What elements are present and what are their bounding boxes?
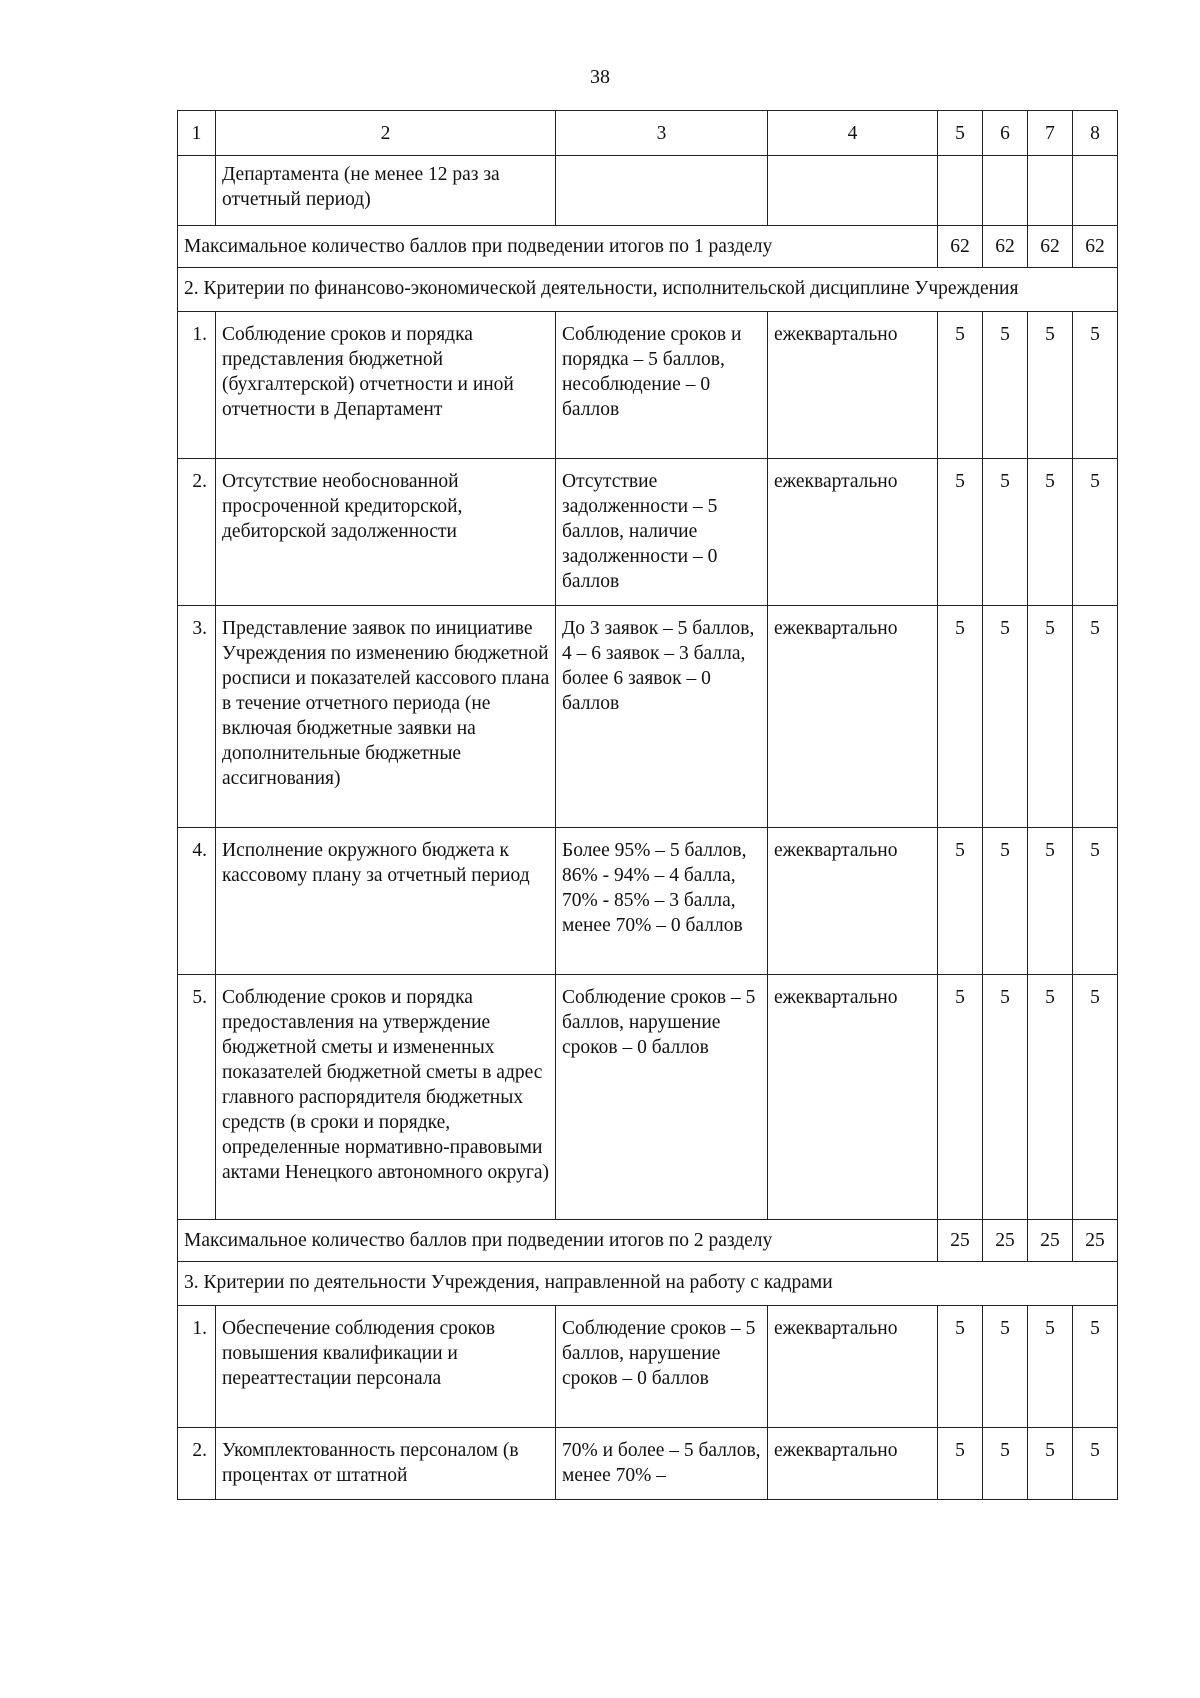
score-cell: 5 bbox=[1028, 1306, 1073, 1428]
row-number: 1. bbox=[178, 312, 216, 459]
score-cell: 5 bbox=[938, 1306, 983, 1428]
period-text: ежеквартально bbox=[768, 1428, 938, 1500]
header-col-7: 7 bbox=[1028, 111, 1073, 156]
criterion-text: Отсутствие необоснованной просроченной кредиторской, дебиторской задолженности bbox=[216, 459, 556, 606]
score-cell: 5 bbox=[1073, 459, 1118, 606]
points-text: Соблюдение сроков и порядка – 5 баллов, несоблюдение – 0 баллов bbox=[556, 312, 768, 459]
section-total-row bbox=[178, 226, 1118, 268]
score-cell: 5 bbox=[1073, 1306, 1118, 1428]
score-cell: 5 bbox=[983, 975, 1028, 1220]
score-cell bbox=[983, 156, 1028, 226]
section-title: 2. Критерии по финансово-экономической деятельности, исполнительской дисциплине Учреждения bbox=[178, 268, 1118, 312]
total-score: 25 bbox=[1073, 1220, 1118, 1262]
criteria-table bbox=[177, 110, 1118, 1500]
score-cell: 5 bbox=[983, 828, 1028, 975]
score-cell: 5 bbox=[983, 606, 1028, 828]
section-title: 3. Критерии по деятельности Учреждения, направленной на работу с кадрами bbox=[178, 1262, 1118, 1306]
header-col-8: 8 bbox=[1073, 111, 1118, 156]
score-cell: 5 bbox=[983, 1306, 1028, 1428]
page-number: 38 bbox=[590, 66, 610, 88]
header-col-5: 5 bbox=[938, 111, 983, 156]
header-col-1: 1 bbox=[178, 111, 216, 156]
table-row bbox=[178, 606, 1118, 828]
points-text bbox=[556, 156, 768, 226]
period-text: ежеквартально bbox=[768, 1306, 938, 1428]
total-score: 25 bbox=[983, 1220, 1028, 1262]
total-score: 25 bbox=[938, 1220, 983, 1262]
score-cell: 5 bbox=[1073, 312, 1118, 459]
period-text bbox=[768, 156, 938, 226]
table-row bbox=[178, 459, 1118, 606]
score-cell: 5 bbox=[1073, 975, 1118, 1220]
criterion-text: Соблюдение сроков и порядка предоставления на утверждение бюджетной сметы и измененных показателей бюджетной сметы в адрес главного распорядителя бюджетных средств (в сроки и порядке, определенные нормативно-правовыми актами Ненецкого автономного округа) bbox=[216, 975, 556, 1220]
criterion-text: Обеспечение соблюдения сроков повышения квалификации и переаттестации персонала bbox=[216, 1306, 556, 1428]
score-cell bbox=[938, 156, 983, 226]
period-text: ежеквартально bbox=[768, 312, 938, 459]
criterion-text: Департамента (не менее 12 раз за отчетный период) bbox=[216, 156, 556, 226]
total-score: 62 bbox=[1028, 226, 1073, 268]
criterion-text: Соблюдение сроков и порядка представления бюджетной (бухгалтерской) отчетности и иной отчетности в Департамент bbox=[216, 312, 556, 459]
section-total-label: Максимальное количество баллов при подведении итогов по 2 разделу bbox=[178, 1220, 938, 1262]
score-cell bbox=[1028, 156, 1073, 226]
total-score: 62 bbox=[938, 226, 983, 268]
score-cell: 5 bbox=[983, 312, 1028, 459]
row-number: 2. bbox=[178, 1428, 216, 1500]
score-cell: 5 bbox=[1028, 606, 1073, 828]
score-cell: 5 bbox=[1073, 1428, 1118, 1500]
score-cell: 5 bbox=[1028, 1428, 1073, 1500]
row-number: 3. bbox=[178, 606, 216, 828]
points-text: Соблюдение сроков – 5 баллов, нарушение сроков – 0 баллов bbox=[556, 975, 768, 1220]
score-cell: 5 bbox=[938, 975, 983, 1220]
table-row bbox=[178, 1428, 1118, 1500]
score-cell: 5 bbox=[938, 459, 983, 606]
criterion-text: Представление заявок по инициативе Учреждения по изменению бюджетной росписи и показателей кассового плана в течение отчетного периода (не включая бюджетные заявки на дополнительные бюджетные ассигнования) bbox=[216, 606, 556, 828]
score-cell: 5 bbox=[1073, 828, 1118, 975]
points-text: Отсутствие задолженности – 5 баллов, наличие задолженности – 0 баллов bbox=[556, 459, 768, 606]
points-text: 70% и более – 5 баллов, менее 70% – bbox=[556, 1428, 768, 1500]
table-row bbox=[178, 1306, 1118, 1428]
section-total-row bbox=[178, 1220, 1118, 1262]
score-cell: 5 bbox=[983, 1428, 1028, 1500]
criterion-text: Укомплектованность персоналом (в процентах от штатной bbox=[216, 1428, 556, 1500]
score-cell: 5 bbox=[983, 459, 1028, 606]
period-text: ежеквартально bbox=[768, 606, 938, 828]
header-col-4: 4 bbox=[768, 111, 938, 156]
header-col-2: 2 bbox=[216, 111, 556, 156]
points-text: Более 95% – 5 баллов, 86% - 94% – 4 балла, 70% - 85% – 3 балла, менее 70% – 0 баллов bbox=[556, 828, 768, 975]
row-number: 1. bbox=[178, 1306, 216, 1428]
total-score: 62 bbox=[983, 226, 1028, 268]
row-number: 5. bbox=[178, 975, 216, 1220]
row-number: 2. bbox=[178, 459, 216, 606]
score-cell: 5 bbox=[938, 606, 983, 828]
section-header-row bbox=[178, 268, 1118, 312]
total-score: 62 bbox=[1073, 226, 1118, 268]
header-row bbox=[178, 111, 1118, 156]
row-number bbox=[178, 156, 216, 226]
table-row bbox=[178, 828, 1118, 975]
score-cell: 5 bbox=[938, 828, 983, 975]
total-score: 25 bbox=[1028, 1220, 1073, 1262]
period-text: ежеквартально bbox=[768, 459, 938, 606]
points-text: До 3 заявок – 5 баллов, 4 – 6 заявок – 3 балла, более 6 заявок – 0 баллов bbox=[556, 606, 768, 828]
header-col-6: 6 bbox=[983, 111, 1028, 156]
row-number: 4. bbox=[178, 828, 216, 975]
criterion-text: Исполнение окружного бюджета к кассовому плану за отчетный период bbox=[216, 828, 556, 975]
period-text: ежеквартально bbox=[768, 828, 938, 975]
table-row bbox=[178, 975, 1118, 1220]
score-cell: 5 bbox=[1073, 606, 1118, 828]
table-row bbox=[178, 156, 1118, 226]
header-col-3: 3 bbox=[556, 111, 768, 156]
score-cell: 5 bbox=[1028, 828, 1073, 975]
score-cell: 5 bbox=[1028, 975, 1073, 1220]
period-text: ежеквартально bbox=[768, 975, 938, 1220]
section-total-label: Максимальное количество баллов при подведении итогов по 1 разделу bbox=[178, 226, 938, 268]
score-cell: 5 bbox=[1028, 312, 1073, 459]
table-row bbox=[178, 312, 1118, 459]
score-cell bbox=[1073, 156, 1118, 226]
score-cell: 5 bbox=[1028, 459, 1073, 606]
score-cell: 5 bbox=[938, 1428, 983, 1500]
points-text: Соблюдение сроков – 5 баллов, нарушение сроков – 0 баллов bbox=[556, 1306, 768, 1428]
section-header-row bbox=[178, 1262, 1118, 1306]
score-cell: 5 bbox=[938, 312, 983, 459]
